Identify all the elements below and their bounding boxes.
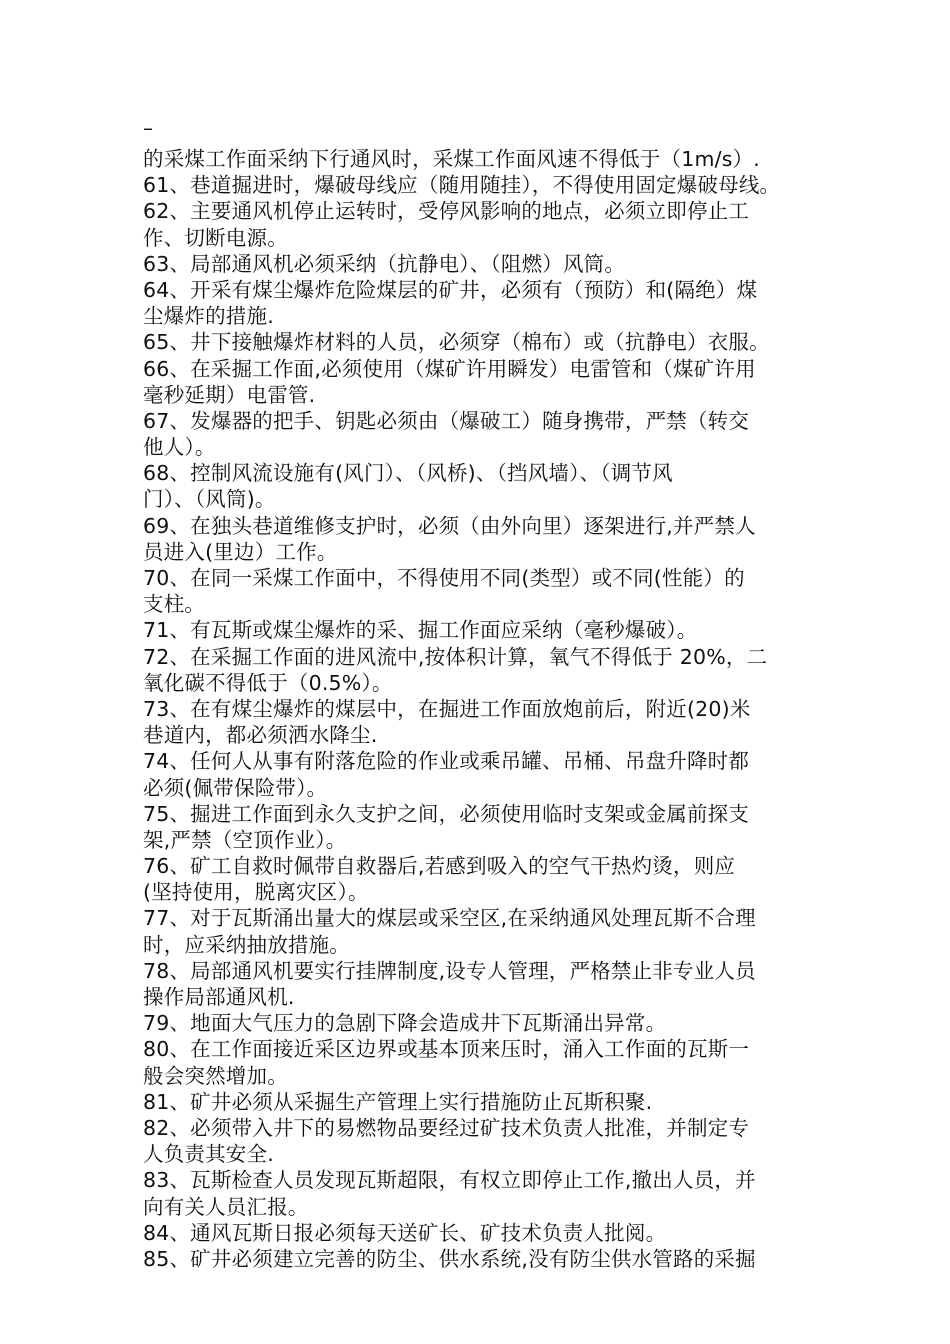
text-line: 架,严禁（空顶作业）。 xyxy=(143,827,347,852)
text-line: 员进入(里边）工作。 xyxy=(143,539,338,564)
text-line: 83、瓦斯检查人员发现瓦斯超限，有权立即停止工作,撤出人员，并 xyxy=(143,1168,756,1193)
document-body xyxy=(143,146,811,1272)
text-line: 门）、（风筒)。 xyxy=(143,487,276,512)
text-line: 76、矿工自救时佩带自救器后,若感到吸入的空气干热灼烫，则应 xyxy=(143,854,736,879)
text-line: 63、局部通风机必须采纳（抗静电）、（阻燃）风筒。 xyxy=(143,251,626,276)
text-line: 时，应采纳抽放措施。 xyxy=(143,932,350,957)
text-line: 71、有瓦斯或煤尘爆炸的采、掘工作面应采纳（毫秒爆破）。 xyxy=(143,618,698,643)
text-line: 巷道内，都必须洒水降尘. xyxy=(143,723,378,748)
header-dash-mark: – xyxy=(143,116,153,140)
text-line: 74、任何人从事有附落危险的作业或乘吊罐、吊桶、吊盘升降时都 xyxy=(143,749,750,774)
text-line: 80、在工作面接近采区边界或基本顶来压时，涌入工作面的瓦斯一 xyxy=(143,1037,750,1062)
text-line: 75、掘进工作面到永久支护之间，必须使用临时支架或金属前探支 xyxy=(143,801,750,826)
text-line: 的采煤工作面采纳下行通风时，采煤工作面风速不得低于（1m/s）. xyxy=(143,147,761,171)
text-line: 73、在有煤尘爆炸的煤层中，在掘进工作面放炮前后，附近(20)米 xyxy=(143,696,751,721)
text-line: (坚持使用，脱离灾区）。 xyxy=(143,880,369,905)
text-line: 向有关人员汇报。 xyxy=(143,1194,309,1219)
text-line: 82、必须带入井下的易燃物品要经过矿技术负责人批准，并制定专 xyxy=(143,1115,750,1140)
text-line: 他人）。 xyxy=(143,435,216,460)
text-line: 61、巷道掘进时，爆破母线应（随用随挂），不得使用固定爆破母线。 xyxy=(143,173,781,198)
text-line: 85、矿井必须建立完善的防尘、供水系统,没有防尘供水管路的采掘 xyxy=(143,1246,756,1271)
text-line: 必须(佩带保险带）。 xyxy=(143,775,328,800)
text-line: 66、在采掘工作面,必须使用（煤矿许用瞬发）电雷管和（煤矿许用 xyxy=(143,356,756,381)
text-line: 人负责其安全. xyxy=(143,1142,274,1167)
text-line: 81、矿井必须从采掘生产管理上实行措施防止瓦斯积聚. xyxy=(143,1089,653,1114)
text-line: 65、井下接触爆炸材料的人员，必须穿（棉布）或（抗静电）衣服。 xyxy=(143,330,770,355)
text-line: 毫秒延期）电雷管. xyxy=(143,382,316,407)
text-line: 70、在同一采煤工作面中，不得使用不同(类型）或不同(性能）的 xyxy=(143,566,745,590)
text-line: 般会突然增加。 xyxy=(143,1063,288,1088)
text-line: 67、发爆器的把手、钥匙必须由（爆破工）随身携带，严禁（转交 xyxy=(143,408,750,433)
text-line: 84、通风瓦斯日报必须每天送矿长、矿技术负责人批阅。 xyxy=(143,1220,667,1245)
text-line: 79、地面大气压力的急剧下降会造成井下瓦斯涌出异常。 xyxy=(143,1011,667,1036)
text-line: 氧化碳不得低于（0.5%）。 xyxy=(143,670,393,695)
text-line: 64、开采有煤尘爆炸危险煤层的矿井，必须有（预防）和(隔绝）煤 xyxy=(143,277,758,302)
text-line: 78、局部通风机要实行挂牌制度,设专人管理，严格禁止非专业人员 xyxy=(143,958,756,983)
text-line: 69、在独头巷道维修支护时，必须（由外向里）逐架进行,并严禁人 xyxy=(143,513,756,538)
text-line: 作、切断电源。 xyxy=(143,225,288,250)
text-line: 尘爆炸的措施. xyxy=(143,304,274,329)
text-line: 62、主要通风机停止运转时，受停风影响的地点，必须立即停止工 xyxy=(143,199,750,224)
text-line: 操作局部通风机. xyxy=(143,985,295,1009)
text-line: 支柱。 xyxy=(143,592,206,617)
text-line: 68、控制风流设施有(风门）、（风桥)、（挡风墙）、（调节风 xyxy=(143,461,673,486)
text-line: 72、在采掘工作面的进风流中,按体积计算，氧气不得低于 20%，二 xyxy=(143,644,768,669)
text-line: 77、对于瓦斯涌出量大的煤层或采空区,在采纳通风处理瓦斯不合理 xyxy=(143,906,756,931)
